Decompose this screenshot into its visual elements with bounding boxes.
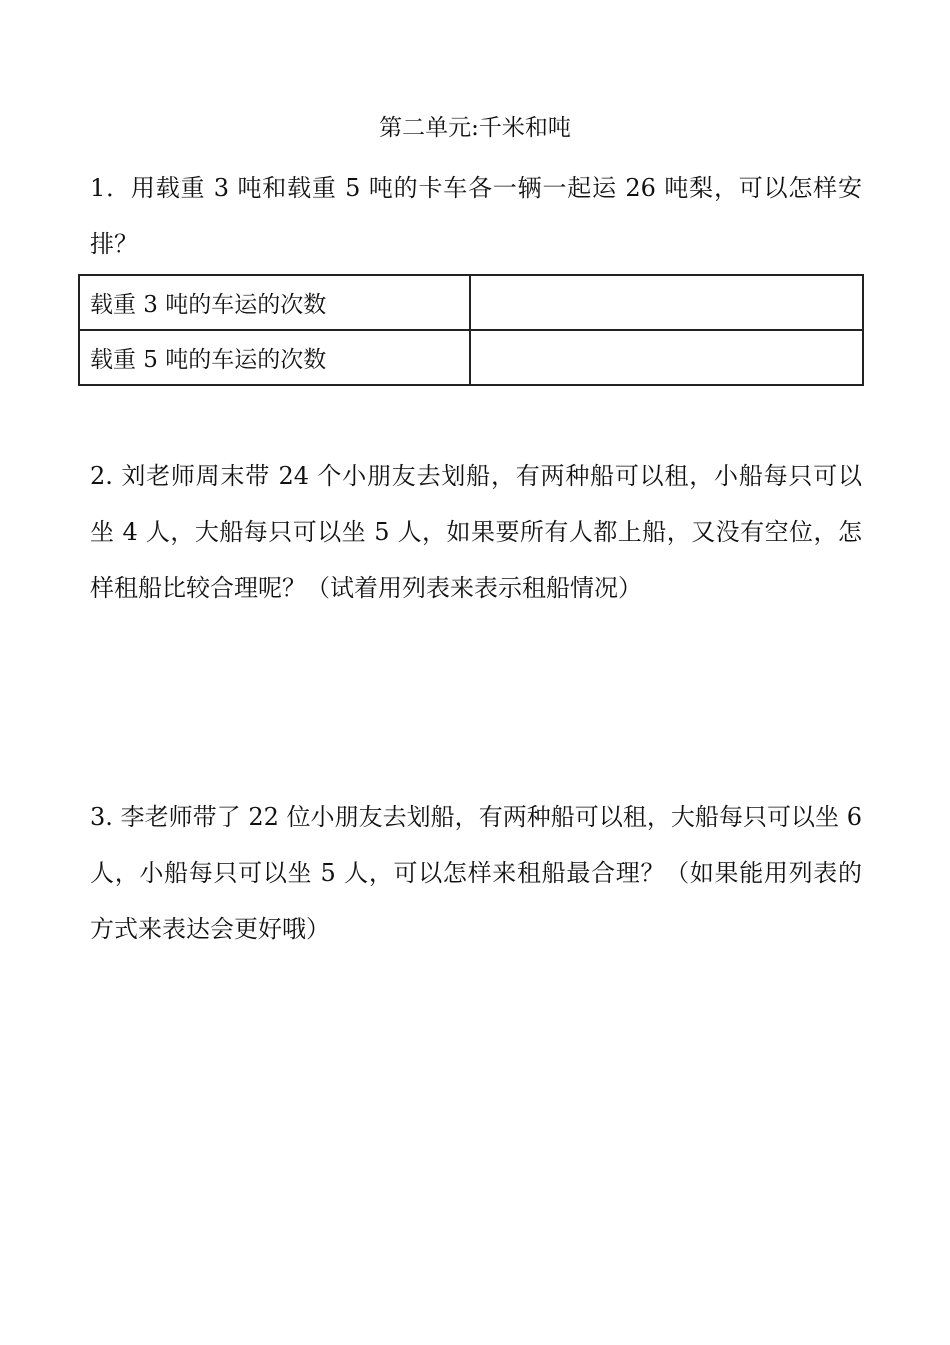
answer-cell-truck-5t[interactable]: [470, 330, 863, 385]
answer-cell-truck-3t[interactable]: [470, 275, 863, 330]
question-2: 2. 刘老师周末带 24 个小朋友去划船，有两种船可以租，小船每只可以坐 4 人，大船每只可以坐 5 人，如果要所有人都上船，又没有空位，怎样租船比较合理呢？（试着用列表来表示租船情况）: [90, 462, 862, 602]
question-3: 3. 李老师带了 22 位小朋友去划船，有两种船可以租，大船每只可以坐 6 人，小船每只可以坐 5 人，可以怎样来租船最合理？（如果能用列表的方式来表达会更好哦）: [90, 803, 862, 943]
table-row: [79, 330, 863, 385]
answer-table: [78, 274, 864, 386]
table-row: [79, 275, 863, 330]
row-label-truck-3t: 载重 3 吨的车运的次数: [79, 275, 470, 330]
row-label-truck-5t: 载重 5 吨的车运的次数: [79, 330, 470, 385]
page-title: 第二单元:千米和吨: [379, 115, 571, 141]
question-1: 1．用载重 3 吨和载重 5 吨的卡车各一辆一起运 26 吨梨，可以怎样安排？: [90, 174, 862, 258]
